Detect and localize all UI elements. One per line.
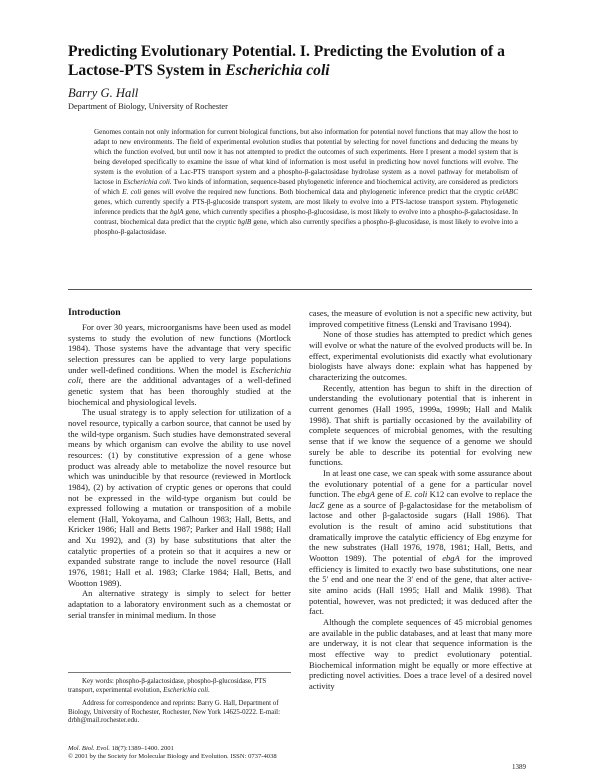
paragraph: Recently, attention has begun to shift in the direction of understanding the evolutionary potential that is inherent in current genomes (Hall 1995, 1999a, 1999b; Hall and Malik 1998). That shift is partially occasioned by the availability of complete sequences of microbial genomes, with the resulting sense that if we know the sequence of a genome we should surely be able to describe its potential for evolving new functions. bbox=[309, 382, 532, 468]
paragraph: Although the complete sequences of 45 microbial genomes are available in the public databases, and at least that many more are underway, it is not clear that sequence information is the most effective way to predict evolutionary potential. Biochemical information might be equally or more effective at predicting novel activities. Does a trace level of a desired novel activity bbox=[309, 617, 532, 691]
journal-info: Mol. Biol. Evol. 18(7):1389–1400. 2001 © 2001 by the Society for Molecular Biology and Evolution. ISSN: 0737-4038 bbox=[68, 745, 303, 762]
page-number: 1389 bbox=[512, 763, 526, 771]
paragraph: For over 30 years, microorganisms have been used as model systems to study the evolution of new functions (Mortlock 1984). Those systems have the advantage that very specific selection pressures can be applied to very large populations under well-defined conditions. When the model is Escherichia coli, there are the additional advantages of a well-defined genetic system that has been thoroughly studied at the biochemical and physiological levels. bbox=[68, 322, 291, 407]
paragraph: In at least one case, we can speak with some assurance about the evolutionary potential of a gene for a particular novel function. The ebgA gene of E. coli K12 can evolve to replace the lacZ gene as a source of β-galactosidase for the metabolism of lactose and other β-galactoside sugars (Hall 1986). That evolution is the result of amino acid substitutions that dramatically improve the catalytic efficiency of Ebg enzyme for the new substrates (Hall 1976, 1978, 1981; Hall, Betts, and Wootton 1989). The potential of ebgA for the improved efficiency is limited to exactly two base substitutions, one near the 5′ end and one near the 3′ end of the gene, that alter active-site amino acids (Hall 1995; Hall and Malik 1998). That potential, however, was not predicted; it was deduced after the fact. bbox=[309, 467, 532, 617]
correspondence: Address for correspondence and reprints: Barry G. Hall, Department of Biology, University of Rochester, Rochester, New York 14625-0222. E-mail: drbh@mail.rochester.edu. bbox=[68, 700, 281, 725]
title-species: Escherichia coli bbox=[225, 61, 330, 79]
copyright: © 2001 by the Society for Molecular Biology and Evolution. ISSN: 0737-4038 bbox=[68, 753, 277, 761]
abstract: Genomes contain not only information for current biological functions, but also information for potential novel functions that may allow the host to adapt to new environments. The field of experimental evolution studies that potential by selecting for novel functions and deducing the means by which the function evolved, but until now it has not attempted to predict the outcomes of such experiments. Here I present a model system that is being developed specifically to examine the issue of what kind of information is most useful in predicting how novel functions will evolve. The system is the evolution of a Lac-PTS transport system and a phospho-β-galactosidase hydrolase system as a novel pathway for metabolism of lactose in Escherichia coli. Two kinds of information, sequence-based phylogenetic inference and biochemical activity, are considered as predictors of which E. coli genes will evolve the required new functions. Both biochemical data and phylogenetic inference predict that the cryptic celABC genes, which currently specify a PTS-β-glucoside transport system, are most likely to evolve into a PTS-lactose transport system. Phylogenetic inference predicts that the bglA gene, which currently specifies a phospho-β-glucosidase, is most likely to evolve into a phospho-β-galactosidase. In contrast, biochemical data predict that the cryptic bglB gene, which also currently specifies a phospho-β-glucosidase, is most likely to evolve into a phospho-β-galactosidase. bbox=[94, 128, 518, 237]
abstract-divider bbox=[68, 289, 532, 290]
footnotes bbox=[68, 678, 291, 726]
paragraph: None of those studies has attempted to predict which genes will evolve or what the nature of the evolved products will be. In effect, experimental evolutionists did exactly what evolutionary biologists have always done: explain what has happened by characterizing the outcomes. bbox=[309, 329, 532, 382]
right-column bbox=[309, 308, 532, 692]
title-text: Predicting Evolutionary Potential. I. Predicting the Evolution of a Lactose-PTS System in bbox=[68, 43, 505, 79]
journal-name: Mol. Biol. Evol. bbox=[68, 745, 110, 752]
footnote-divider bbox=[68, 672, 291, 673]
author-affiliation: Department of Biology, University of Rochester bbox=[68, 102, 228, 111]
keywords: Key words: phospho-β-galactosidase, phospho-β-glucosidase, PTS transport, experimental evolution, Escherichia coli. bbox=[68, 678, 267, 694]
paragraph: The usual strategy is to apply selection for utilization of a novel resource, typically a carbon source, that cannot be used by the wild-type organism. Such studies have demonstrated several means by which organism can evolve the ability to use novel resources: (1) by constitutive expression of a gene whose product was already able to metabolize the novel resource but which was uninducible by that resource (reviewed in Mortlock 1984), (2) by activation of cryptic genes or operons that could not be expressed in the wild-type organism but could be expressed following a mutation or transposition of a mobile element (Hall, Yokoyama, and Calhoun 1983; Hall, Betts, and Kricker 1986; Hall and Betts 1987; Parker and Hall 1988; Hall and Xu 1992), and (3) by base substitutions that alter the catalytic properties of a protein so that it acquires a new or expanded substrate range to include the novel resource (Hall 1976, 1981; Hall et al. 1983; Clarke 1984; Hall, Betts, and Wootton 1989). bbox=[68, 407, 291, 588]
section-heading: Introduction bbox=[68, 307, 121, 318]
article-title bbox=[68, 43, 538, 80]
left-column bbox=[68, 322, 291, 620]
paragraph: An alternative strategy is simply to select for better adaptation to a laboratory environment such as a chemostat or serial transfer in minimal medium. In those bbox=[68, 588, 291, 620]
paragraph: cases, the measure of evolution is not a specific new activity, but improved competitive fitness (Lenski and Travisano 1994). bbox=[309, 308, 532, 329]
author-name: Barry G. Hall bbox=[68, 86, 139, 100]
